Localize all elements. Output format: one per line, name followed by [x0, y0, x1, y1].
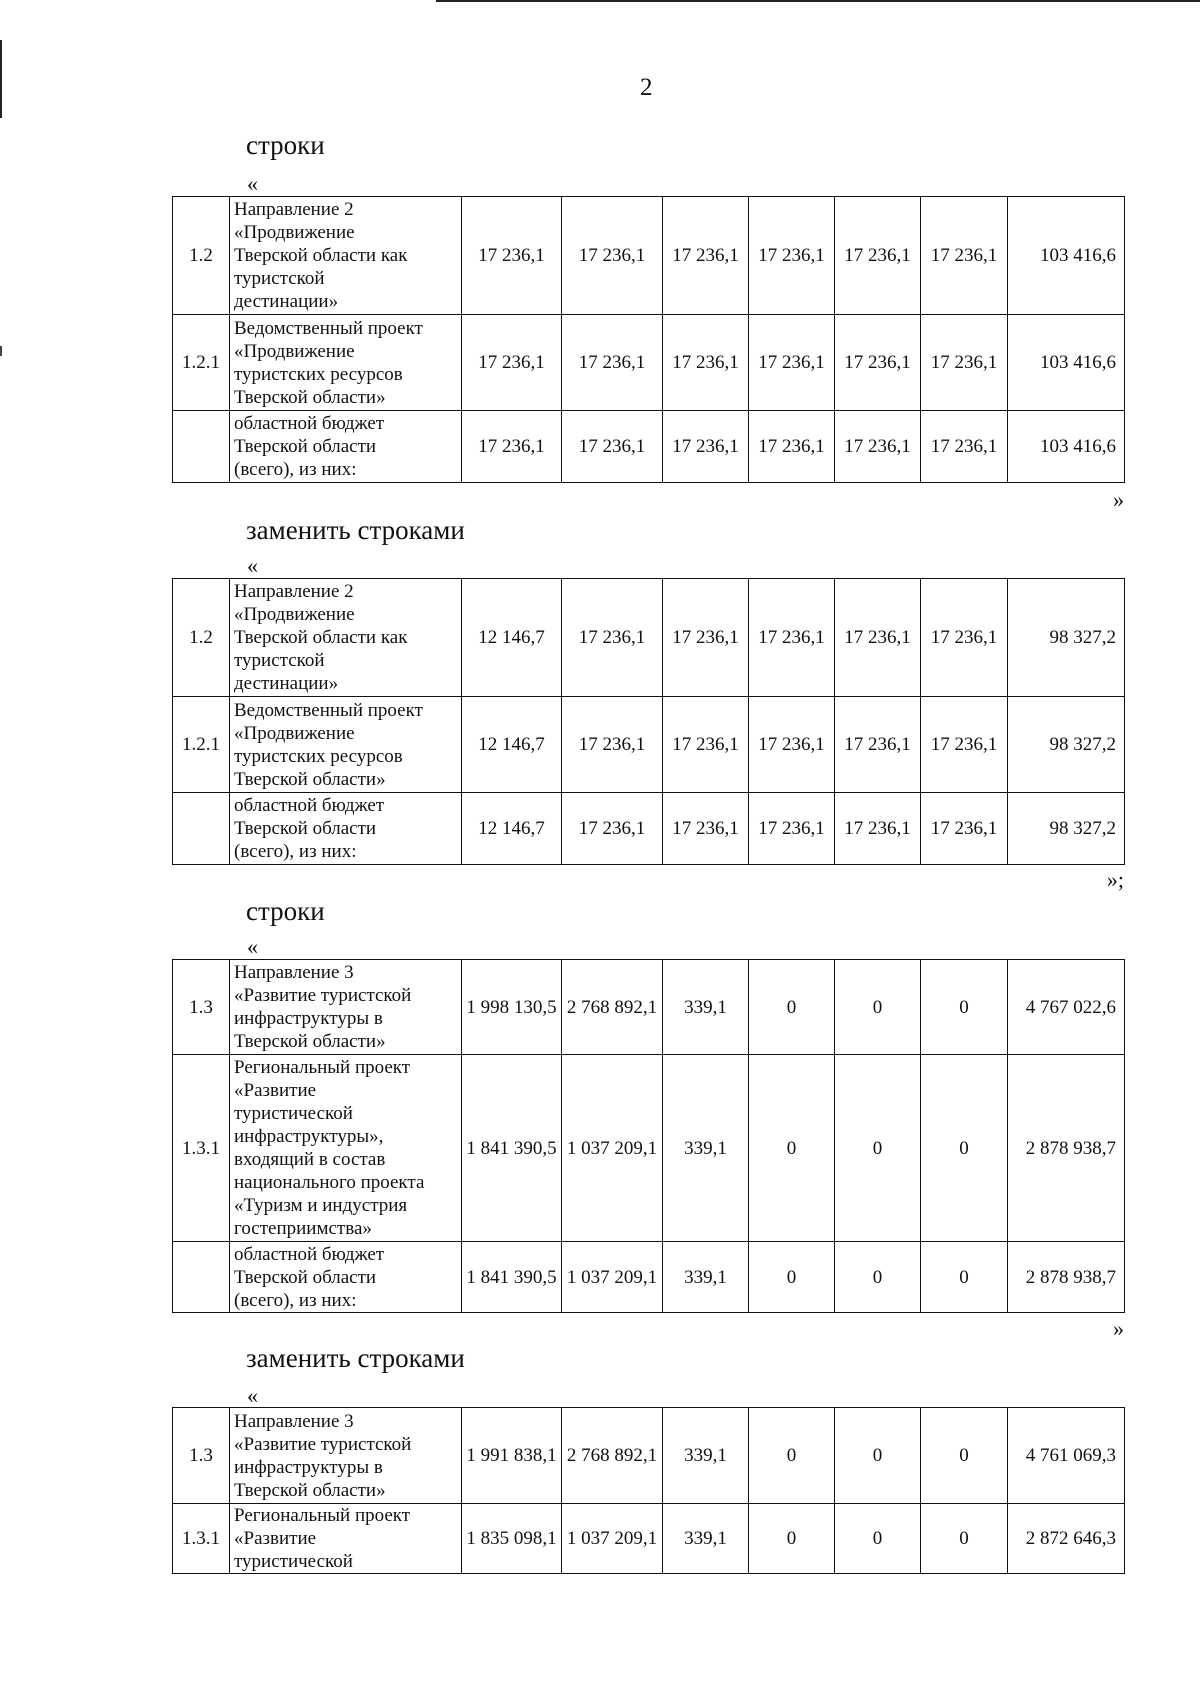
row-name: [230, 1242, 462, 1313]
year-value-cell: 17 236,1: [835, 793, 921, 865]
row-name-line: «Туризм и индустрия: [234, 1195, 408, 1216]
row-name-line: «Развитие: [234, 1080, 317, 1101]
year-value-cell: 339,1: [663, 960, 749, 1055]
year-value-cell: 17 236,1: [835, 315, 921, 411]
year-value-cell: 12 146,7: [462, 793, 562, 865]
year-value-cell: 17 236,1: [921, 315, 1008, 411]
year-value-cell: 2 768 892,1: [562, 960, 663, 1055]
budget-table: [172, 196, 1125, 483]
row-name-line: туристских ресурсов: [234, 745, 403, 767]
row-code: [173, 411, 230, 483]
year-value-cell: 17 236,1: [921, 697, 1008, 793]
year-value-cell: 1 037 209,1: [562, 1242, 663, 1313]
table-row: [173, 1504, 1125, 1574]
row-code: 1.2.1: [173, 697, 230, 793]
year-value-cell: 0: [835, 1055, 921, 1242]
year-value-cell: 17 236,1: [663, 697, 749, 793]
row-name-line: инфраструктуры в: [234, 1456, 383, 1478]
row-name-line: «Развитие туристской: [234, 1433, 412, 1455]
row-name: [230, 960, 462, 1055]
year-value-cell: 17 236,1: [749, 411, 835, 483]
page-number: 2: [640, 74, 653, 101]
total-value-cell: 98 327,2: [1008, 579, 1125, 697]
total-value-cell: 103 416,6: [1008, 315, 1125, 411]
row-name-line: гостеприимства»: [234, 1218, 372, 1239]
year-value-cell: 1 841 390,5: [462, 1242, 562, 1313]
table-row: [173, 697, 1125, 793]
block-heading: строки: [246, 896, 325, 926]
year-value-cell: 17 236,1: [749, 315, 835, 411]
row-name-line: дестинации»: [234, 291, 339, 312]
table-row: [173, 793, 1125, 865]
left-margin-mark: [0, 346, 2, 356]
row-name: [230, 1504, 462, 1574]
row-code: 1.2: [173, 579, 230, 697]
row-name-line: национального проекта: [234, 1172, 425, 1193]
row-name-line: инфраструктуры»,: [234, 1126, 384, 1147]
budget-table: [172, 1407, 1125, 1574]
total-value-cell: 98 327,2: [1008, 697, 1125, 793]
year-value-cell: 17 236,1: [835, 197, 921, 315]
row-name: [230, 411, 462, 483]
row-name-line: Ведомственный проект: [234, 699, 423, 721]
row-name: [230, 697, 462, 793]
year-value-cell: 17 236,1: [921, 793, 1008, 865]
row-name-line: Региональный проект: [234, 1505, 411, 1526]
row-name-line: входящий в состав: [234, 1149, 386, 1170]
row-name-line: туристической: [234, 1551, 353, 1572]
year-value-cell: 17 236,1: [835, 411, 921, 483]
opening-quote: «: [247, 934, 258, 959]
row-name-line: Тверской области: [234, 1266, 377, 1288]
table-row: [173, 315, 1125, 411]
opening-quote: «: [247, 171, 258, 196]
year-value-cell: 17 236,1: [921, 197, 1008, 315]
year-value-cell: 1 037 209,1: [562, 1504, 663, 1574]
row-code: 1.2: [173, 197, 230, 315]
row-code: 1.2.1: [173, 315, 230, 411]
year-value-cell: 17 236,1: [663, 793, 749, 865]
total-value-cell: 103 416,6: [1008, 411, 1125, 483]
year-value-cell: 17 236,1: [835, 697, 921, 793]
row-name-line: (всего), из них:: [234, 841, 357, 862]
row-name-line: областной бюджет: [234, 413, 385, 434]
row-name: [230, 793, 462, 865]
row-name: [230, 315, 462, 411]
total-value-cell: 103 416,6: [1008, 197, 1125, 315]
table-row: [173, 579, 1125, 697]
row-name-line: (всего), из них:: [234, 1289, 357, 1311]
total-value-cell: 4 767 022,6: [1008, 960, 1125, 1055]
row-code: 1.3: [173, 1408, 230, 1504]
year-value-cell: 1 037 209,1: [562, 1055, 663, 1242]
year-value-cell: 17 236,1: [749, 579, 835, 697]
table-row: [173, 197, 1125, 315]
year-value-cell: 17 236,1: [562, 793, 663, 865]
row-name-line: инфраструктуры в: [234, 1008, 383, 1029]
year-value-cell: 17 236,1: [562, 315, 663, 411]
opening-quote: «: [247, 553, 258, 578]
block-heading: строки: [246, 130, 325, 160]
row-name-line: Региональный проект: [234, 1057, 411, 1078]
row-name-line: «Продвижение: [234, 722, 355, 744]
year-value-cell: 0: [749, 960, 835, 1055]
block-heading: заменить строками: [246, 1343, 465, 1373]
year-value-cell: 1 835 098,1: [462, 1504, 562, 1574]
table-row: [173, 1408, 1125, 1504]
year-value-cell: 339,1: [663, 1408, 749, 1504]
year-value-cell: 17 236,1: [562, 697, 663, 793]
table-row: [173, 411, 1125, 483]
year-value-cell: 17 236,1: [663, 197, 749, 315]
year-value-cell: 0: [835, 1242, 921, 1313]
year-value-cell: 17 236,1: [663, 315, 749, 411]
year-value-cell: 0: [921, 1055, 1008, 1242]
row-name-line: туристической: [234, 1103, 353, 1124]
year-value-cell: 17 236,1: [749, 697, 835, 793]
total-value-cell: 2 878 938,7: [1008, 1055, 1125, 1242]
row-name-line: «Развитие туристской: [234, 985, 412, 1006]
row-name: [230, 1055, 462, 1242]
year-value-cell: 339,1: [663, 1504, 749, 1574]
year-value-cell: 17 236,1: [462, 315, 562, 411]
closing-quote: »: [1113, 487, 1124, 512]
year-value-cell: 1 998 130,5: [462, 960, 562, 1055]
year-value-cell: 17 236,1: [921, 579, 1008, 697]
year-value-cell: 0: [921, 1408, 1008, 1504]
row-name-line: Ведомственный проект: [234, 317, 423, 339]
row-name-line: Тверской области»: [234, 1031, 386, 1052]
row-code: [173, 1242, 230, 1313]
year-value-cell: 0: [749, 1408, 835, 1504]
total-value-cell: 4 761 069,3: [1008, 1408, 1125, 1504]
row-name-line: туристской: [234, 650, 325, 671]
row-code: 1.3.1: [173, 1055, 230, 1242]
row-code: 1.3.1: [173, 1504, 230, 1574]
year-value-cell: 0: [749, 1242, 835, 1313]
row-name-line: Направление 2: [234, 581, 354, 602]
year-value-cell: 0: [835, 960, 921, 1055]
row-name-line: Тверской области как: [234, 627, 408, 648]
closing-quote: »: [1113, 1316, 1124, 1341]
row-name-line: (всего), из них:: [234, 459, 357, 480]
row-name-line: «Продвижение: [234, 340, 355, 362]
year-value-cell: 0: [749, 1504, 835, 1574]
year-value-cell: 17 236,1: [562, 411, 663, 483]
block-heading: заменить строками: [246, 515, 465, 545]
top-border-line: [436, 0, 1200, 2]
year-value-cell: 0: [921, 1504, 1008, 1574]
year-value-cell: 2 768 892,1: [562, 1408, 663, 1504]
total-value-cell: 2 878 938,7: [1008, 1242, 1125, 1313]
year-value-cell: 0: [921, 1242, 1008, 1313]
table-row: [173, 960, 1125, 1055]
row-code: [173, 793, 230, 865]
year-value-cell: 0: [921, 960, 1008, 1055]
total-value-cell: 2 872 646,3: [1008, 1504, 1125, 1574]
row-name-line: туристских ресурсов: [234, 363, 403, 385]
row-name-line: областной бюджет: [234, 795, 385, 816]
row-name-line: Направление 3: [234, 1410, 354, 1432]
year-value-cell: 17 236,1: [663, 579, 749, 697]
year-value-cell: 17 236,1: [663, 411, 749, 483]
row-name-line: Направление 2: [234, 199, 354, 220]
year-value-cell: 17 236,1: [562, 197, 663, 315]
year-value-cell: 17 236,1: [835, 579, 921, 697]
budget-table: [172, 959, 1125, 1313]
row-name-line: дестинации»: [234, 673, 339, 694]
row-name-line: туристской: [234, 268, 325, 289]
row-name-line: Тверской области как: [234, 245, 408, 266]
year-value-cell: 17 236,1: [749, 793, 835, 865]
row-name-line: Тверской области»: [234, 386, 386, 408]
row-name-line: «Продвижение: [234, 222, 355, 243]
budget-table: [172, 578, 1125, 865]
row-name: [230, 579, 462, 697]
opening-quote: «: [247, 1383, 258, 1408]
row-code: 1.3: [173, 960, 230, 1055]
year-value-cell: 17 236,1: [921, 411, 1008, 483]
year-value-cell: 0: [835, 1504, 921, 1574]
row-name-line: Направление 3: [234, 962, 354, 983]
row-name-line: Тверской области: [234, 436, 377, 457]
year-value-cell: 339,1: [663, 1242, 749, 1313]
left-margin-mark: [0, 40, 2, 118]
year-value-cell: 12 146,7: [462, 697, 562, 793]
year-value-cell: 17 236,1: [749, 197, 835, 315]
row-name-line: Тверской области: [234, 818, 377, 839]
row-name-line: «Продвижение: [234, 604, 355, 625]
row-name-line: «Развитие: [234, 1528, 317, 1549]
year-value-cell: 1 841 390,5: [462, 1055, 562, 1242]
row-name-line: областной бюджет: [234, 1243, 385, 1265]
row-name-line: Тверской области»: [234, 1479, 386, 1501]
row-name: [230, 1408, 462, 1504]
row-name-line: Тверской области»: [234, 768, 386, 790]
closing-quote: »;: [1106, 867, 1124, 892]
year-value-cell: 17 236,1: [462, 411, 562, 483]
row-name: [230, 197, 462, 315]
table-row: [173, 1055, 1125, 1242]
year-value-cell: 1 991 838,1: [462, 1408, 562, 1504]
year-value-cell: 0: [835, 1408, 921, 1504]
year-value-cell: 339,1: [663, 1055, 749, 1242]
year-value-cell: 0: [749, 1055, 835, 1242]
table-row: [173, 1242, 1125, 1313]
year-value-cell: 12 146,7: [462, 579, 562, 697]
year-value-cell: 17 236,1: [462, 197, 562, 315]
year-value-cell: 17 236,1: [562, 579, 663, 697]
total-value-cell: 98 327,2: [1008, 793, 1125, 865]
